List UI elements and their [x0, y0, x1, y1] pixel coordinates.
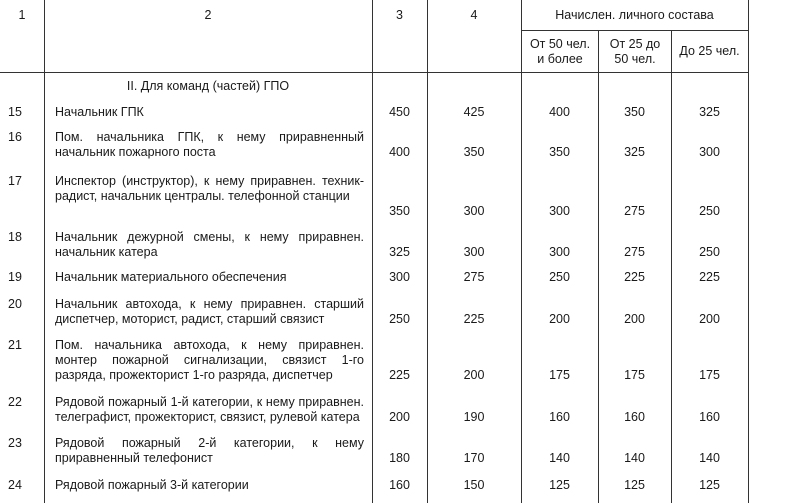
row-number: 19 [8, 270, 22, 284]
column-divider [671, 30, 672, 503]
header-sub-1: От 50 чел. и более [529, 37, 591, 66]
row-value-b: 125 [624, 478, 645, 492]
row-value-a: 250 [549, 270, 570, 284]
row-value-b: 325 [624, 145, 645, 159]
row-value-c4: 190 [463, 410, 485, 424]
row-position-title: Инспектор (инструктор), к нему приравнен. техник-радист, начальник централы. телефонной станции [55, 174, 364, 203]
row-position-title: Рядовой пожарный 1-й категории, к нему приравнен. телеграфист, прожекторист, связист, рулевой катера [55, 395, 364, 424]
row-value-a: 300 [549, 204, 570, 218]
row-value-c: 140 [699, 451, 720, 465]
row-value-a: 400 [549, 105, 570, 119]
header-sub-3: До 25 чел. [679, 44, 740, 58]
row-value-c3: 200 [389, 410, 410, 424]
row-value-c4: 350 [463, 145, 485, 159]
row-value-c3: 400 [389, 145, 410, 159]
row-value-c: 225 [699, 270, 720, 284]
header-divider [521, 30, 749, 31]
row-value-c: 325 [699, 105, 720, 119]
row-value-c4: 150 [463, 478, 485, 492]
row-value-b: 200 [624, 312, 645, 326]
row-value-c3: 180 [389, 451, 410, 465]
header-col-4: 4 [470, 8, 478, 22]
row-value-a: 125 [549, 478, 570, 492]
row-position-title: Начальник автохода, к нему приравнен. старший диспетчер, моторист, радист, старший связист [55, 297, 364, 326]
row-position-title: Начальник дежурной смены, к нему приравнен. начальник катера [55, 230, 364, 259]
row-value-a: 140 [549, 451, 570, 465]
row-position-title: Начальник материального обеспечения [55, 270, 287, 284]
row-value-c: 300 [699, 145, 720, 159]
row-value-b: 225 [624, 270, 645, 284]
row-value-a: 200 [549, 312, 570, 326]
header-col-1: 1 [18, 8, 26, 22]
row-number: 15 [8, 105, 22, 119]
row-value-c: 200 [699, 312, 720, 326]
column-divider [598, 30, 599, 503]
row-value-a: 160 [549, 410, 570, 424]
row-value-c: 175 [699, 368, 720, 382]
row-value-b: 175 [624, 368, 645, 382]
row-value-a: 300 [549, 245, 570, 259]
column-divider [44, 0, 45, 503]
row-value-c: 250 [699, 245, 720, 259]
row-value-c4: 300 [463, 204, 485, 218]
row-value-b: 160 [624, 410, 645, 424]
row-value-b: 275 [624, 204, 645, 218]
header-col-3: 3 [396, 8, 403, 22]
row-value-c: 125 [699, 478, 720, 492]
row-value-c3: 450 [389, 105, 410, 119]
row-value-c3: 325 [389, 245, 410, 259]
row-number: 21 [8, 338, 22, 352]
row-number: 18 [8, 230, 22, 244]
header-sub-2: От 25 до 50 чел. [609, 37, 661, 66]
row-number: 24 [8, 478, 22, 492]
row-value-c4: 225 [463, 312, 485, 326]
row-value-c4: 300 [463, 245, 485, 259]
header-bottom-line [0, 72, 749, 73]
row-position-title: Рядовой пожарный 2-й категории, к нему приравненный телефонист [55, 436, 364, 465]
row-value-c3: 350 [389, 204, 410, 218]
row-value-c4: 200 [463, 368, 485, 382]
row-value-b: 275 [624, 245, 645, 259]
row-number: 22 [8, 395, 22, 409]
row-value-c3: 300 [389, 270, 410, 284]
column-divider [748, 0, 749, 503]
row-value-c3: 160 [389, 478, 410, 492]
header-col-2: 2 [204, 8, 212, 22]
row-value-c4: 275 [463, 270, 485, 284]
section-title: II. Для команд (частей) ГПО [126, 79, 290, 93]
row-value-c: 250 [699, 204, 720, 218]
row-number: 17 [8, 174, 22, 188]
row-position-title: Начальник ГПК [55, 105, 144, 119]
row-value-c3: 225 [389, 368, 410, 382]
row-value-c: 160 [699, 410, 720, 424]
row-number: 16 [8, 130, 22, 144]
row-value-b: 140 [624, 451, 645, 465]
row-value-a: 350 [549, 145, 570, 159]
row-number: 23 [8, 436, 22, 450]
header-group: Начислен. личного состава [555, 8, 714, 22]
row-position-title: Пом. начальника ГПК, к нему приравненный начальник пожарного поста [55, 130, 364, 159]
row-value-b: 350 [624, 105, 645, 119]
row-position-title: Рядовой пожарный 3-й категории [55, 478, 249, 492]
row-value-c3: 250 [389, 312, 410, 326]
row-position-title: Пом. начальника автохода, к нему приравнен. монтер пожарной сигнализации, связист 1-го разряда, прожекторист 1-го разряда, диспетчер [55, 338, 364, 382]
row-value-c4: 170 [463, 451, 485, 465]
row-number: 20 [8, 297, 22, 311]
row-value-a: 175 [549, 368, 570, 382]
row-value-c4: 425 [463, 105, 485, 119]
